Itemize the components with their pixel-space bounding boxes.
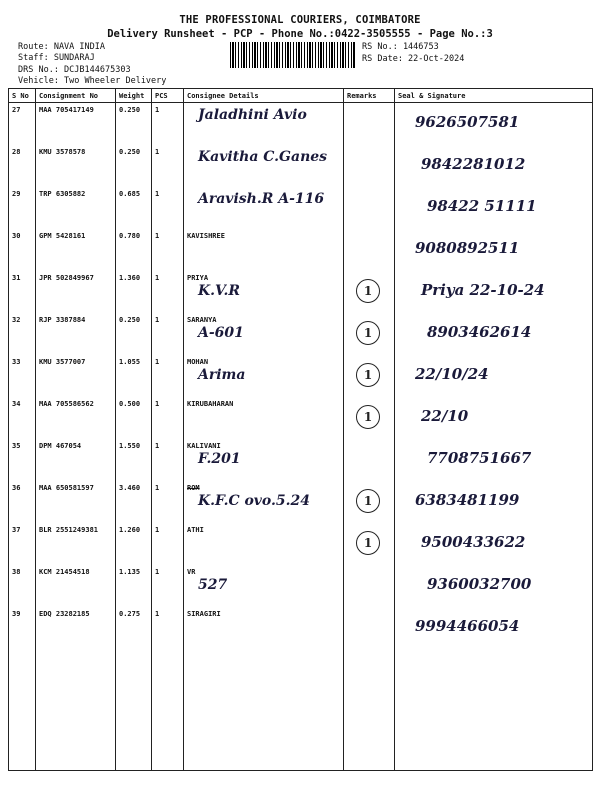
weight-cell: 0.250 (116, 103, 152, 146)
pcs-cell: 1 (152, 145, 184, 187)
weight-cell: 0.250 (116, 313, 152, 355)
handwritten-signature: 8903462614 (427, 323, 532, 341)
handwritten-signature: 9080892511 (415, 239, 520, 257)
handwritten-signature: 22/10/24 (415, 365, 489, 383)
weight-cell: 0.250 (116, 145, 152, 187)
remarks-cell (344, 229, 395, 271)
sno-cell: 29 (9, 187, 36, 229)
consignment-no-cell: KCM 21454518 (36, 565, 116, 607)
drs-line: DRS No.: DCJB144675303 (18, 65, 131, 75)
consignee-cell (184, 355, 344, 397)
signature-cell (395, 355, 593, 397)
remarks-cell (344, 271, 395, 313)
remarks-cell (344, 481, 395, 523)
col-pcs: PCS (152, 89, 184, 103)
sno-cell: 33 (9, 355, 36, 397)
signature-cell (395, 103, 593, 146)
sno-cell: 38 (9, 565, 36, 607)
sno-cell: 36 (9, 481, 36, 523)
table-row (9, 103, 593, 146)
remarks-cell (344, 523, 395, 565)
pcs-cell: 1 (152, 103, 184, 146)
table-row (9, 229, 593, 271)
consignee-cell (184, 313, 344, 355)
table-row (9, 565, 593, 607)
consignment-no-cell: MAA 705586562 (36, 397, 116, 439)
table-row (9, 187, 593, 229)
table-header-row (9, 89, 593, 103)
rs-number: RS No.: 1446753 (362, 42, 439, 52)
weight-cell: 1.360 (116, 271, 152, 313)
remark-mark: 1 (356, 405, 380, 429)
consignee-name: ATHI (187, 526, 204, 534)
weight-cell: 3.460 (116, 481, 152, 523)
handwritten-address: Aravish.R A-116 (198, 191, 325, 207)
consignee-name: KIRUBAHARAN (187, 400, 234, 408)
consignee-cell (184, 481, 344, 523)
remarks-cell (344, 397, 395, 439)
remarks-cell (344, 607, 395, 771)
consignee-cell (184, 439, 344, 481)
sno-cell: 30 (9, 229, 36, 271)
table-row (9, 313, 593, 355)
consignee-cell (184, 271, 344, 313)
sno-cell: 28 (9, 145, 36, 187)
consignee-cell (184, 523, 344, 565)
handwritten-signature: 9626507581 (415, 113, 520, 131)
handwritten-address: F.201 (198, 451, 241, 467)
consignment-no-cell: EDQ 23282185 (36, 607, 116, 771)
runsheet-subtitle: Delivery Runsheet - PCP - Phone No.:0422-3505555 - Page No.:3 (107, 28, 493, 40)
handwritten-address: Kavitha C.Ganes (198, 149, 328, 165)
consignee-name: MOHAN (187, 358, 209, 366)
consignment-no-cell: DPM 467054 (36, 439, 116, 481)
handwritten-signature: 7708751667 (427, 449, 532, 467)
remark-mark: 1 (356, 489, 380, 513)
consignee-cell (184, 397, 344, 439)
signature-cell (395, 439, 593, 481)
staff-line: Staff: SUNDARAJ (18, 53, 95, 63)
handwritten-address: A-601 (198, 325, 244, 341)
pcs-cell: 1 (152, 229, 184, 271)
col-remarks: Remarks (344, 89, 395, 103)
signature-cell (395, 481, 593, 523)
table-row (9, 481, 593, 523)
handwritten-address: K.V.R (198, 283, 240, 299)
table-row (9, 271, 593, 313)
pcs-cell: 1 (152, 271, 184, 313)
col-consignment: Consignment No (36, 89, 116, 103)
consignee-name: SIRAGIRI (187, 610, 221, 618)
handwritten-signature: 9360032700 (427, 575, 532, 593)
col-signature: Seal & Signature (395, 89, 593, 103)
signature-cell (395, 607, 593, 771)
weight-cell: 0.685 (116, 187, 152, 229)
consignment-no-cell: KMU 3578578 (36, 145, 116, 187)
table-row (9, 355, 593, 397)
weight-cell: 0.275 (116, 607, 152, 771)
consignee-cell (184, 565, 344, 607)
consignment-no-cell: JPR 502849967 (36, 271, 116, 313)
sno-cell: 31 (9, 271, 36, 313)
consignment-no-cell: KMU 3577007 (36, 355, 116, 397)
table-row (9, 439, 593, 481)
remarks-cell (344, 313, 395, 355)
consignee-name: KAVISHREE (187, 232, 225, 240)
remark-mark: 1 (356, 363, 380, 387)
runsheet-table (8, 88, 593, 771)
signature-cell (395, 187, 593, 229)
handwritten-address: Arima (198, 367, 246, 383)
remark-mark: 1 (356, 279, 380, 303)
handwritten-signature: 9994466054 (415, 617, 520, 635)
signature-cell (395, 565, 593, 607)
remarks-cell (344, 145, 395, 187)
consignment-no-cell: MAA 650581597 (36, 481, 116, 523)
col-sno: S No (9, 89, 36, 103)
consignee-cell (184, 607, 344, 771)
signature-cell (395, 313, 593, 355)
handwritten-signature: 98422 51111 (427, 197, 537, 215)
remarks-cell (344, 187, 395, 229)
consignee-name: SARANYA (187, 316, 217, 324)
sno-cell: 35 (9, 439, 36, 481)
handwritten-signature: 22/10 (421, 407, 469, 425)
route-line: Route: NAVA INDIA (18, 42, 105, 52)
remarks-cell (344, 355, 395, 397)
consignment-no-cell: RJP 3387884 (36, 313, 116, 355)
sno-cell: 39 (9, 607, 36, 771)
weight-cell: 0.780 (116, 229, 152, 271)
handwritten-address: K.F.C ovo.5.24 (198, 493, 310, 509)
handwritten-signature: 9842281012 (421, 155, 526, 173)
vehicle-line: Vehicle: Two Wheeler Delivery (18, 76, 167, 86)
pcs-cell: 1 (152, 439, 184, 481)
consignee-name: KALIVANI (187, 442, 221, 450)
consignee-cell (184, 103, 344, 146)
signature-cell (395, 271, 593, 313)
col-consignee: Consignee Details (184, 89, 344, 103)
consignee-cell (184, 229, 344, 271)
handwritten-signature: 6383481199 (415, 491, 520, 509)
pcs-cell: 1 (152, 313, 184, 355)
pcs-cell: 1 (152, 187, 184, 229)
weight-cell: 1.260 (116, 523, 152, 565)
weight-cell: 0.500 (116, 397, 152, 439)
sno-cell: 27 (9, 103, 36, 146)
consignment-no-cell: MAA 705417149 (36, 103, 116, 146)
consignee-name: VR (187, 568, 196, 576)
pcs-cell: 1 (152, 355, 184, 397)
barcode-image (230, 42, 356, 68)
sno-cell: 34 (9, 397, 36, 439)
sno-cell: 37 (9, 523, 36, 565)
remarks-cell (344, 103, 395, 146)
pcs-cell: 1 (152, 607, 184, 771)
table-row (9, 523, 593, 565)
table-row (9, 607, 593, 771)
signature-cell (395, 397, 593, 439)
pcs-cell: 1 (152, 565, 184, 607)
consignment-no-cell: BLR 2551249381 (36, 523, 116, 565)
consignee-name: PRIYA (187, 274, 209, 282)
consignee-cell (184, 145, 344, 187)
table-row (9, 145, 593, 187)
signature-cell (395, 145, 593, 187)
handwritten-signature: 9500433622 (421, 533, 526, 551)
signature-cell (395, 523, 593, 565)
sno-cell: 32 (9, 313, 36, 355)
consignee-name: ROM (187, 484, 200, 492)
remark-mark: 1 (356, 321, 380, 345)
weight-cell: 1.055 (116, 355, 152, 397)
col-weight: Weight (116, 89, 152, 103)
pcs-cell: 1 (152, 397, 184, 439)
weight-cell: 1.550 (116, 439, 152, 481)
consignee-cell (184, 187, 344, 229)
table-row (9, 397, 593, 439)
company-title: THE PROFESSIONAL COURIERS, COIMBATORE (179, 14, 421, 26)
remarks-cell (344, 439, 395, 481)
weight-cell: 1.135 (116, 565, 152, 607)
pcs-cell: 1 (152, 523, 184, 565)
pcs-cell: 1 (152, 481, 184, 523)
handwritten-address: Jaladhini Avio (198, 107, 307, 123)
signature-cell (395, 229, 593, 271)
consignment-no-cell: GPM 5428161 (36, 229, 116, 271)
remark-mark: 1 (356, 531, 380, 555)
handwritten-signature: Priya 22-10-24 (421, 281, 545, 299)
consignment-no-cell: TRP 6305882 (36, 187, 116, 229)
remarks-cell (344, 565, 395, 607)
handwritten-address: 527 (198, 577, 228, 593)
rs-date: RS Date: 22-Oct-2024 (362, 54, 465, 64)
